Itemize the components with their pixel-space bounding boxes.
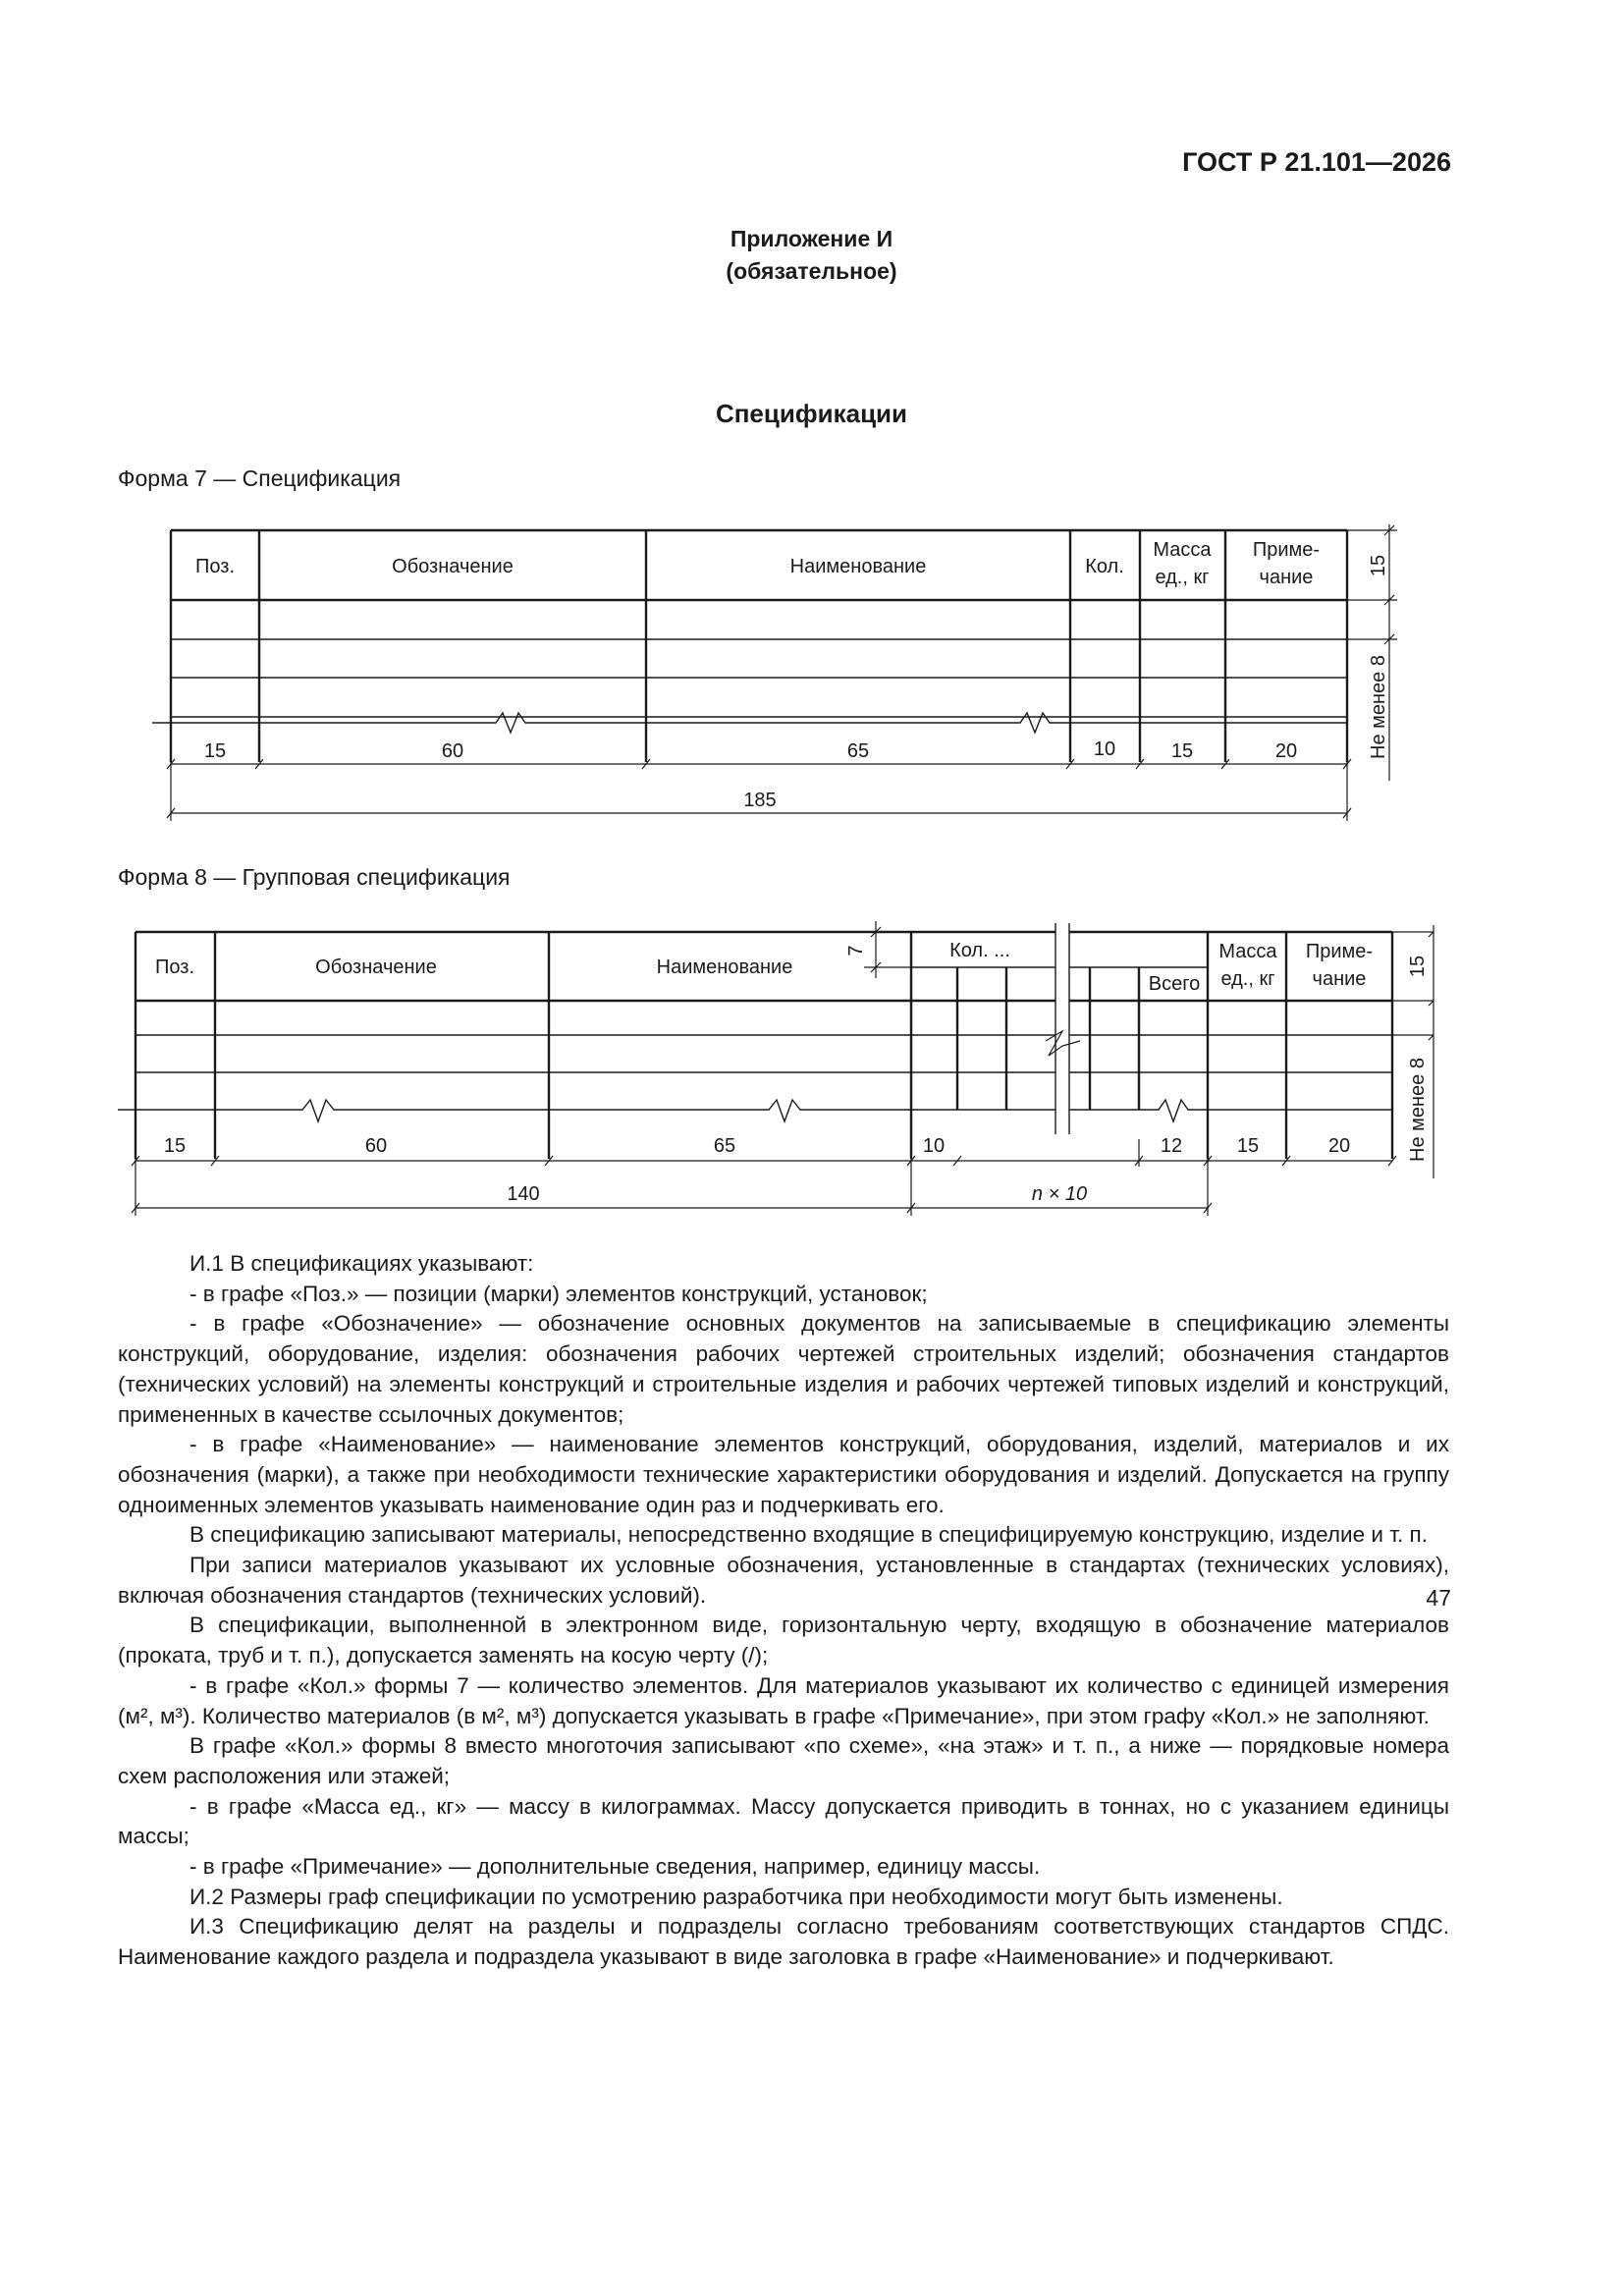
form7-dim-designation: 60 (441, 740, 464, 762)
form8-header-note-2: чание (1312, 968, 1367, 990)
body-text (118, 1249, 1449, 1973)
paragraph: И.1 В спецификациях указывают: (189, 1251, 534, 1276)
section-title: Спецификации (715, 399, 908, 428)
form7-header-designation: Обозначение (392, 556, 514, 577)
form7-dim-mass: 15 (1170, 740, 1194, 762)
form8-dim-header-height: 15 (1407, 955, 1429, 978)
form8-dim-left-total: 140 (507, 1183, 540, 1205)
form7-dim-name: 65 (846, 740, 870, 762)
form8-dim-sub-height: 7 (845, 945, 867, 957)
form7-header-note-1: Приме- (1252, 539, 1321, 561)
form8-header-mass-2: ед., кг (1220, 968, 1275, 990)
form8-header-note-1: Приме- (1305, 941, 1374, 962)
paragraph: - в графе «Примечание» — дополнительные сведения, например, единицу массы. (189, 1854, 1041, 1880)
form7-label: Форма 7 — Спецификация (118, 465, 402, 491)
form7-header-pos: Поз. (195, 556, 235, 577)
paragraph: - в графе «Наименование» — наименование элементов конструкций, оборудования, изделий, материалов и их обозначения (марки), а также при необходимости технические характеристики оборудования и изделий. Допускается на группу одноименных элементов указывать наименование один раз и подчеркивать его. (118, 1432, 1449, 1517)
form8-dim-n-times: n × 10 (1031, 1183, 1088, 1205)
paragraph: - в графе «Обозначение» — обозначение основных документов на записываемые в спецификацию элементы конструкций, оборудование, изделия: обозначения рабочих чертежей строительных изделий; обозначения стандартов (технических условий) на элементы конструкций и строительные изделия и рабочих чертежей типовых изделий и конструкций, примененных в качестве ссылочных документов; (118, 1311, 1449, 1427)
form8-dim-note: 20 (1327, 1135, 1351, 1157)
form8-header-qty: Кол. ... (949, 940, 1010, 961)
page-number: 47 (1426, 1585, 1451, 1611)
form7-dim-note: 20 (1274, 740, 1298, 762)
paragraph: - в графе «Масса ед., кг» — массу в килограммах. Массу допускается приводить в тоннах, но с указанием единицы массы; (118, 1793, 1449, 1849)
form8-dim-total: 12 (1160, 1135, 1183, 1157)
form7-dim-qty: 10 (1093, 738, 1116, 760)
form7-header-note-2: чание (1259, 567, 1314, 588)
form7-dim-row-height: Не менее 8 (1368, 655, 1389, 759)
form8-header-mass-1: Масса (1218, 941, 1277, 962)
form8-header-name: Наименование (656, 957, 793, 978)
form7-dim-header-height: 15 (1368, 554, 1389, 577)
form8-dim-name: 65 (713, 1135, 736, 1157)
form8-header-designation: Обозначение (315, 957, 437, 978)
form8-label: Форма 8 — Групповая спецификация (118, 864, 511, 890)
annex-status: (обязательное) (726, 258, 897, 284)
form7-header-mass-1: Масса (1153, 539, 1212, 561)
form8-drawing (118, 913, 1434, 1237)
form7-header-qty: Кол. (1085, 556, 1124, 577)
form7-header-name: Наименование (789, 556, 927, 577)
form8-header-total: Всего (1148, 973, 1201, 995)
form7-drawing (147, 511, 1424, 845)
paragraph: При записи материалов указывают их условные обозначения, установленные в стандартах (технических условиях), включая обозначения стандартов (технических условий). (118, 1553, 1449, 1608)
form8-dim-pos: 15 (163, 1135, 187, 1157)
form7-header-mass-2: ед., кг (1155, 567, 1210, 588)
paragraph: - в графе «Кол.» формы 7 — количество элементов. Для материалов указывают их количество с единицей измерения (м², м³). Количество материалов (в м², м³) допускается указывать в графе «Примечание», при этом графу «Кол.» не заполняют. (118, 1672, 1449, 1728)
form8-dim-row-height: Не менее 8 (1407, 1058, 1429, 1162)
form8-header-pos: Поз. (155, 957, 194, 978)
form7-dim-total: 185 (743, 790, 777, 811)
document-code: ГОСТ Р 21.101—2026 (1182, 147, 1451, 177)
paragraph: И.2 Размеры граф спецификации по усмотрению разработчика при необходимости могут быть изменены. (189, 1884, 1283, 1909)
form8-dim-designation: 60 (364, 1135, 388, 1157)
form8-dim-qty: 10 (922, 1135, 946, 1157)
annex-title: Приложение И (730, 226, 893, 251)
paragraph: В графе «Кол.» формы 8 вместо многоточия записывают «по схеме», «на этаж» и т. п., а ниже — порядковые номера схем расположения или этажей; (118, 1733, 1449, 1788)
paragraph: - в графе «Поз.» — позиции (марки) элементов конструкций, установок; (189, 1281, 928, 1306)
paragraph: В спецификацию записывают материалы, непосредственно входящие в специфицируемую конструкцию, изделие и т. п. (189, 1522, 1428, 1548)
paragraph: И.3 Спецификацию делят на разделы и подразделы согласно требованиям соответствующих стандартов СПДС. Наименование каждого раздела и подраздела указывают в виде заголовка в графе «Наименование» и подчеркивают. (118, 1914, 1449, 1970)
paragraph: В спецификации, выполненной в электронном виде, горизонтальную черту, входящую в обозначение материалов (проката, труб и т. п.), допускается заменять на косую черту (/); (118, 1613, 1449, 1668)
form8-dim-mass: 15 (1236, 1135, 1260, 1157)
form7-dim-pos: 15 (203, 740, 227, 762)
